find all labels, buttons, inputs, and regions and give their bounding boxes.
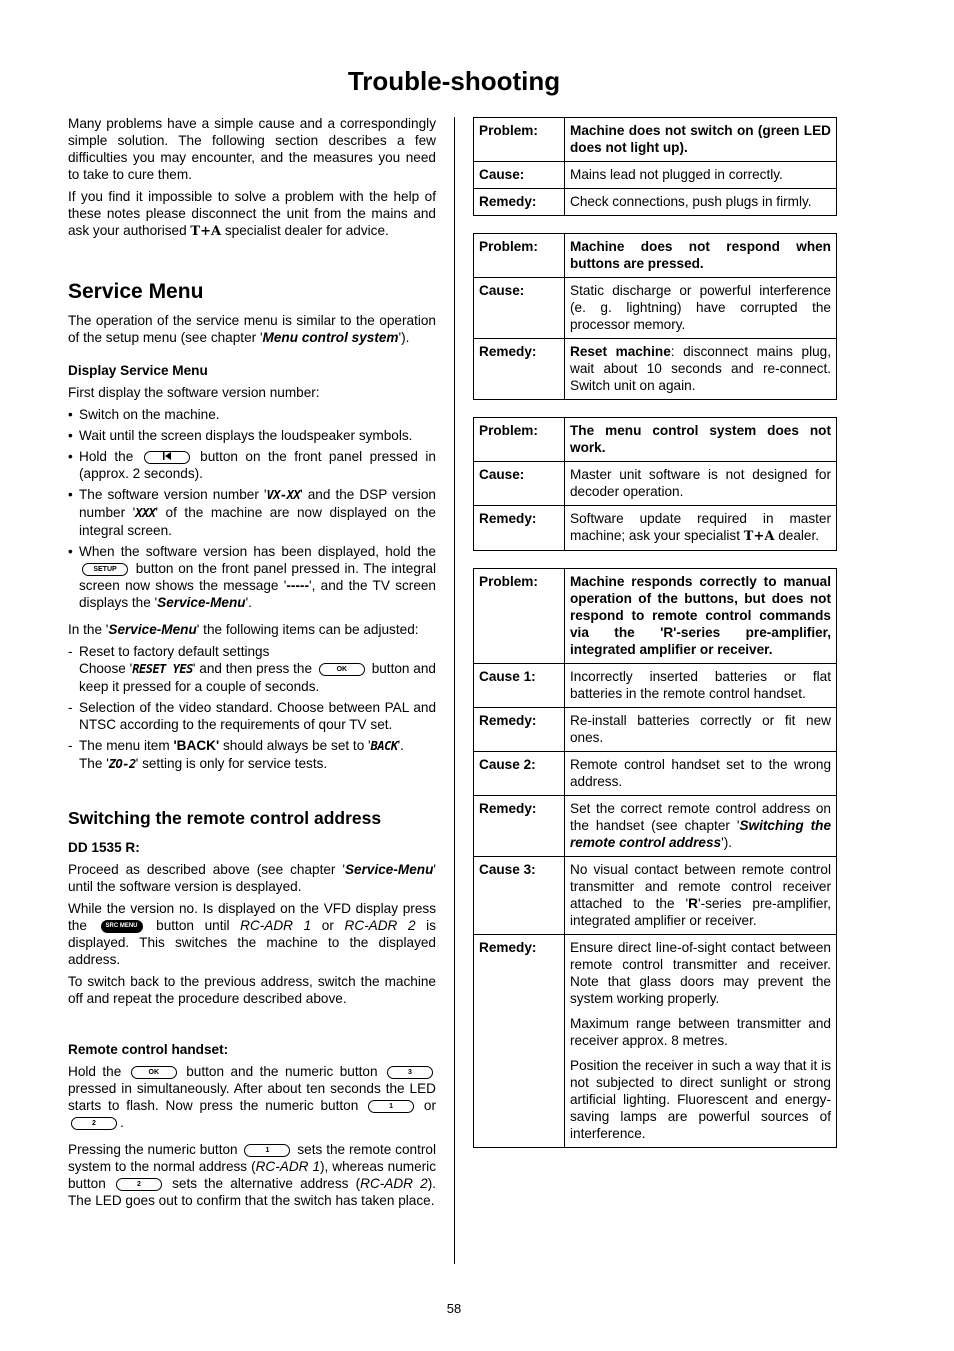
text: : disconnect mains plug, wait about 10 seconds and re-connect. Switch unit on again. [570,344,832,393]
table-row [474,569,837,664]
remedy-text: Check connections, push plugs in firmly. [565,189,837,216]
text: button and keep it pressed for a couple of seconds. [79,661,436,694]
adjust-items [68,643,436,773]
intro-paragraph-1: Many problems have a simple cause and a correspondingly simple solution. The following section describes a few difficulties you may encounter, and the measures you need to take to cure them. [68,116,436,182]
cause-text [565,857,837,935]
text: Hold the [79,449,134,464]
chapter-ref: Switching the remote control address [570,818,832,850]
row-label: Problem: [474,569,565,664]
text: '-series pre-amplifier, integrated amplifier or receiver. [570,896,831,928]
list-item [68,486,436,539]
text: . [120,1115,124,1130]
adjust-intro [68,621,436,638]
text: button and the numeric button [186,1064,378,1079]
service-menu-heading: Service Menu [68,280,204,303]
row-label: Problem: [474,234,565,278]
list-item [68,643,436,695]
text: The operation of the service menu is similar to the operation of the setup menu (see chapter ' [68,313,436,345]
list-item: • Switch on the machine. [68,406,436,423]
text: While the version no. Is displayed on the VFD display press the [68,901,436,933]
handset-paragraph-2 [68,1141,436,1209]
chapter-ref: Service-Menu [157,595,246,610]
switching-paragraph-3: To switch back to the previous address, switch the machine off and repeat the procedure described above. [68,974,436,1006]
text: '). [721,835,732,850]
text: When the software version has been displayed, hold the [79,544,436,559]
skip-back-button-icon [144,451,190,464]
switching-paragraph-1 [68,861,436,895]
numeric-2-button-icon: 2 [71,1117,117,1130]
remedy-paragraph: Maximum range between transmitter and receiver approx. 8 metres. [570,1016,831,1048]
switching-paragraph-2 [68,900,436,968]
problem-text: Machine does not respond when buttons are pressed. [565,234,837,278]
service-menu-intro [68,312,436,346]
table-row [474,339,837,400]
text: ), whereas numeric button [68,1159,437,1191]
text: dealer. [774,528,820,543]
src-menu-button-icon: SRC MENU [101,920,143,933]
table-row [474,189,837,216]
list-item: - Selection of the video standard. Choose between PAL and NTSC according to the requirements of qour TV set. [68,699,436,733]
remedy-text: Re-install batteries correctly or fit new ones. [565,708,837,752]
chapter-ref: Menu control system [262,330,399,345]
brand-logo: T+A [743,529,775,544]
series-name: R [688,896,698,911]
text: should always be set to ' [219,738,371,753]
problem-table-1 [473,117,837,216]
cause-text: Static discharge or powerful interference (e. g. lightning) have corrupted the processor memory. [565,278,837,339]
lcd-text: RESET YES [132,662,193,676]
row-label: Remedy: [474,339,565,400]
remedy-text [565,796,837,857]
numeric-1-button-icon: 1 [244,1144,290,1157]
text: ' setting is only for service tests. [135,756,328,771]
cause-text: Mains lead not plugged in correctly. [565,162,837,189]
problem-table-2 [473,233,837,400]
chapter-ref: Service-Menu [344,862,434,877]
handset-heading: Remote control handset: [68,1042,229,1057]
address-name: RC-ADR 2 [344,918,416,933]
handset-paragraph-1 [68,1063,436,1131]
text: button on the front panel pressed in (approx. 2 seconds). [79,449,436,481]
table-row [474,752,837,796]
text: ' of the machine are now displayed on the integral screen. [79,505,436,538]
list-item [68,737,436,773]
model-heading: DD 1535 R: [68,840,140,855]
intro-text: specialist dealer for advice. [221,223,389,238]
cause-text: Master unit software is not designed for decoder operation. [565,462,837,506]
row-label: Cause: [474,462,565,506]
table-row [474,796,837,857]
intro-paragraph-2 [68,188,436,240]
text: is displayed. This switches the machine to the displayed address. [68,918,436,967]
text: sets the remote control system to the normal address ( [68,1142,436,1174]
table-row [474,664,837,708]
lcd-text: BACK [370,739,398,753]
text: button until [156,918,241,933]
menu-item-name: 'BACK' [173,738,220,753]
numeric-3-button-icon: 3 [387,1066,433,1079]
table-row [474,708,837,752]
problem-text: Machine does not switch on (green LED does not light up). [565,118,837,162]
text: The software version number ' [79,487,267,502]
cause-text: Incorrectly inserted batteries or flat batteries in the remote control handset. [565,664,837,708]
table-row [474,506,837,551]
list-item: • Wait until the screen displays the loudspeaker symbols. [68,427,436,444]
brand-logo: T+A [190,224,222,239]
table-row [474,935,837,1148]
numeric-2-button-icon: 2 [116,1178,162,1191]
left-column [68,115,436,1214]
text: Pressing the numeric button [68,1142,238,1157]
problem-table-3 [473,417,837,551]
table-row [474,234,837,278]
switching-heading: Switching the remote control address [68,808,382,828]
text: ', and the TV screen displays the ' [79,578,436,610]
address-name: RC-ADR 1 [240,918,312,933]
row-label: Remedy: [474,796,565,857]
list-item [68,543,436,611]
page-number: 58 [446,1301,462,1316]
row-label: Cause 2: [474,752,565,796]
lcd-text: ----- [286,578,309,593]
text: Proceed as described above (see chapter ' [68,862,345,877]
intro-text: If you find it impossible to solve a problem with the help of these notes please disconnect the unit from the mains and ask your authorised [68,189,436,238]
table-row [474,418,837,462]
text: Hold the [68,1064,122,1079]
text: ' the following items can be adjusted: [196,622,419,637]
setup-button-icon: SETUP [82,563,128,576]
text: Choose ' [79,661,133,676]
text: No visual contact between remote control transmitter and remote control receiver attached to the ' [570,862,831,911]
row-label: Problem: [474,118,565,162]
text: pressed in simultaneously. After about ten seconds the LED starts to flash. Now press the numeric button [68,1081,436,1113]
row-label: Remedy: [474,708,565,752]
text: ). The LED goes out to confirm that the switch has taken place. [68,1176,437,1208]
text: or [423,1098,437,1113]
text: The menu item [79,738,174,753]
table-row [474,118,837,162]
text: In the ' [68,622,109,637]
row-label: Cause: [474,278,565,339]
remedy-paragraph: Position the receiver in such a way that it is not subjected to direct sunlight or strong artificial lighting. Fluorescent and energy-saving lamps are powerful sources of interference. [570,1058,831,1141]
display-service-menu-heading: Display Service Menu [68,363,208,378]
text: '. [397,738,404,753]
text: The ' [79,756,109,771]
row-label: Remedy: [474,935,565,1148]
lcd-text: VX-XX [266,488,301,502]
text: or [311,918,345,933]
row-label: Problem: [474,418,565,462]
remedy-paragraph: Ensure direct line-of-sight contact between remote control transmitter and receiver. Note that glass doors may prevent the system working properly. [570,940,831,1006]
right-column [473,117,837,1165]
lcd-text: ZO-2 [108,757,136,771]
text: button on the front panel pressed in. The integral screen now shows the message ' [79,561,436,593]
row-label: Remedy: [474,189,565,216]
problem-text: The menu control system does not work. [565,418,837,462]
lcd-text: XXX [135,506,156,520]
ok-button-icon: OK [319,663,365,676]
address-name: RC-ADR 2 [360,1176,428,1191]
text: Set the correct remote control address on the handset (see chapter ' [570,801,831,833]
row-label: Cause: [474,162,565,189]
chapter-ref: Service-Menu [108,622,197,637]
remedy-text [565,935,837,1148]
remedy-text [565,506,837,551]
remedy-emphasis: Reset machine [570,344,671,359]
text: ' until the software version is desplayed. [68,862,436,894]
display-steps [68,406,436,611]
address-name: RC-ADR 1 [255,1159,321,1174]
row-label: Cause 1: [474,664,565,708]
text: ' and the DSP version number ' [79,487,436,520]
ok-button-icon: OK [131,1066,177,1079]
table-row [474,857,837,935]
text: Reset to factory default settings [79,644,270,659]
row-label: Remedy: [474,506,565,551]
list-item [68,448,436,482]
page-title: Trouble-shooting [347,66,561,96]
table-row [474,162,837,189]
problem-table-4 [473,568,837,1148]
problem-text: Machine responds correctly to manual operation of the buttons, but does not respond to remote control commands via the 'R'-series pre-amplifier, integrated amplifier or receiver. [565,569,837,664]
text: ' and then press the [192,661,313,676]
text: sets the alternative address ( [172,1176,361,1191]
display-intro: First display the software version number: [68,385,320,400]
remedy-text [565,339,837,400]
text: Software update required in master machine; ask your specialist [570,511,831,543]
row-label: Cause 3: [474,857,565,935]
cause-text: Remote control handset set to the wrong address. [565,752,837,796]
table-row [474,278,837,339]
text: '). [398,330,410,345]
column-divider [454,117,455,1264]
numeric-1-button-icon: 1 [368,1100,414,1113]
table-row [474,462,837,506]
text: '. [245,595,252,610]
